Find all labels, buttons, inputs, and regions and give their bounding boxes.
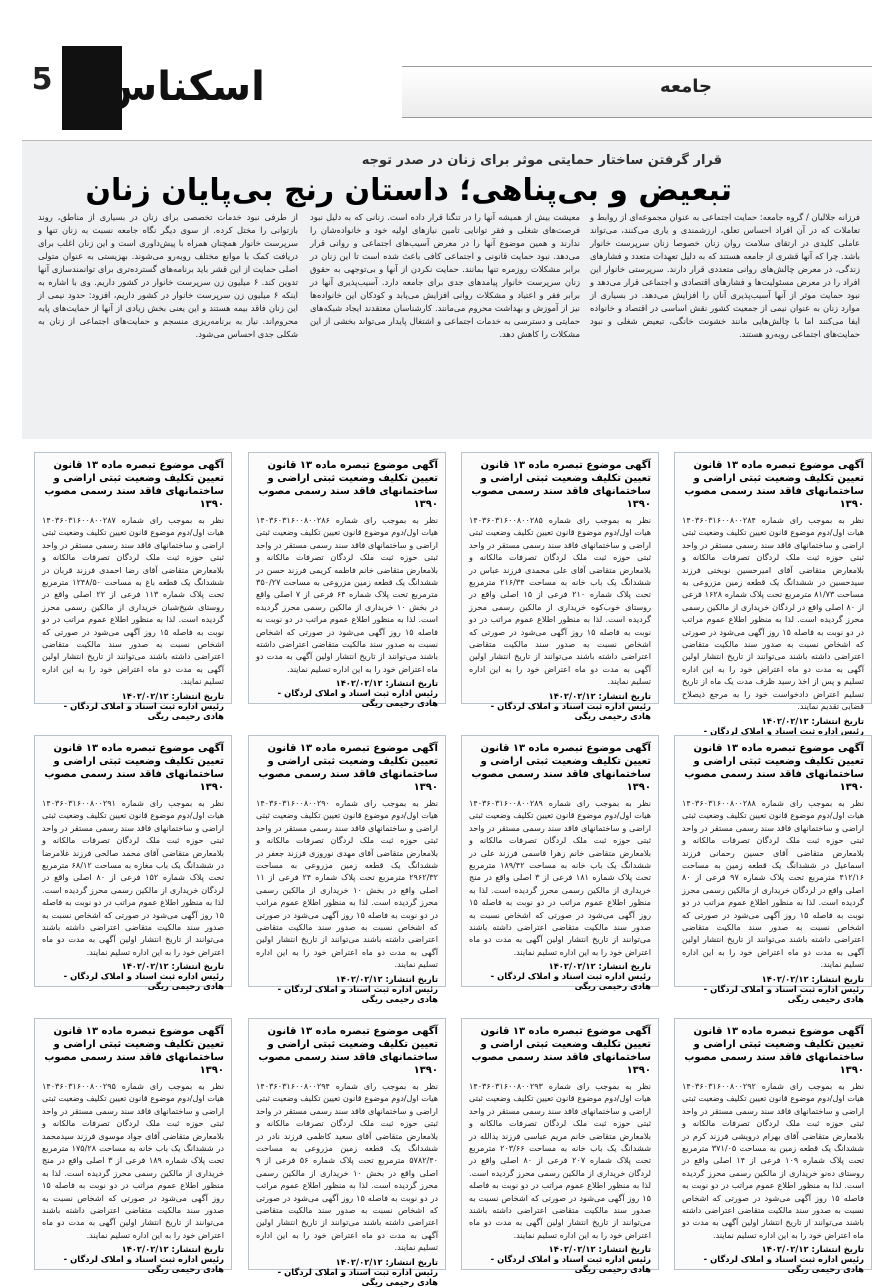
- notice-body: نظر به بموجب رای شماره ۱۴۰۳۶۰۳۱۶۰۰۸۰۰۲۸۴ هیات اول/دوم موضوع قانون تعیین تکلیف وضعیت ثبتی اراضی و ساختمانهای فاقد سند رسمی مستقر در واحد ثبتی حوزه ثبت ملک لردگان تصرفات مالکانه و بلامعارض متقاضی آقای امیرحسین نوبختی فرزند سیدحسین در ششدانگ یک قطعه زمین مزروعی به مساحت ۸۱/۷۳ مترمربع تحت پلاک شماره ۱۶۲۸ فرعی از ۸۰ اصلی واقع در لردگان خریداری از مالکین رسمی محرز گردیده است. لذا به منظور اطلاع عموم مراتب در دو نوبت به فاصله ۱۵ روز آگهی می‌شود در صورتی که اشخاص نسبت به صدور سند مالکیت متقاضی اعتراضی داشته باشند می‌توانند از تاریخ انتشار اولین آگهی به مدت دو ماه اعتراض خود را به این اداره تسلیم و پس از اخذ رسید ظرف مدت یک ماه از تاریخ تسلیم اعتراض دادخواست خود را به مرجع ذیصلاح قضایی تقدیم نمایند.: [682, 515, 865, 712]
- newspaper-logo: اسکناس: [102, 64, 265, 110]
- legal-notice: [248, 1018, 446, 1287]
- notice-date: تاریخ انتشار: ۱۴۰۲/۰۲/۱۲: [121, 1244, 224, 1255]
- notice-title: آگهی موضوع تبصره ماده ۱۳ قانون تعیین تکلیف وضعیت ثبتی اراضی و ساختمانهای فاقد سند رسمی مصوب ۱۳۹۰: [44, 743, 224, 793]
- notice-body: نظر به بموجب رای شماره ۱۴۰۳۶۰۳۱۶۰۰۸۰۰۲۸۶ هیات اول/دوم موضوع قانون تعیین تکلیف وضعیت ثبتی اراضی و ساختمانهای فاقد سند رسمی مستقر در واحد ثبتی حوزه ثبت ملک لردگان تصرفات مالکانه و بلامعارض متقاضی خانم فاطمه کریمی فرزند حسن در ششدانگ یک قطعه زمین مزروعی به مساحت ۳۵۰/۲۷ مترمربع تحت پلاک شماره ۶۴ فرعی از ۷ اصلی واقع در بخش ۱۰ خریداری از مالکین رسمی محرز گردیده است. لذا به منظور اطلاع عموم مراتب در دو نوبت به فاصله ۱۵ روز آگهی می‌شود در صورتی که اشخاص نسبت به صدور سند مالکیت متقاضی اعتراضی داشته باشند می‌توانند از تاریخ انتشار اولین آگهی به مدت دو ماه اعتراض خود را به این اداره تسلیم نمایند.: [256, 515, 438, 674]
- article-headline: تبعیض و بی‌پناهی؛ داستان رنج بی‌پایان زنان: [85, 173, 732, 208]
- notice-date: تاریخ انتشار: ۱۴۰۲/۰۲/۱۲: [548, 961, 651, 972]
- masthead: [22, 42, 872, 134]
- article-column-1: فرزانه جلالیان / گروه جامعه: حمایت اجتماعی به عنوان مجموعه‌ای از روابط و تعاملات که در آن افراد احساس تعلق، ارزشمندی و یاری می‌کنند، می‌تواند عاملی کلیدی در ارتقای سلامت روان زنان خصوصا زنان سرپرست خانوار باشد. چرا که آنها قشری از جامعه هستند که به دلیل تعهدات متعدد و فشارهای زندگی، در معرض چالش‌های روانی متعددی قرار دارند. سرپرستی خانوار این افراد را در معرض مسئولیت‌ها و فشارهای اقتصادی و اجتماعی قرار می‌دهد و نبود حمایت موثر از آنها آسیب‌پذیری آنان را افزایش می‌دهد. در بسیاری از موارد زنان به عنوان نیمی از جمعیت کشور نقش اساسی در اقتصاد و خانواده ایفا می‌کنند اما با چالش‌هایی مانند خشونت خانگی، تبعیض شغلی و نبود حمایت‌های اجتماعی روبه‌رو هستند.: [590, 212, 860, 339]
- notice-body: نظر به بموجب رای شماره ۱۴۰۳۶۰۳۱۶۰۰۸۰۰۲۸۵ هیات اول/دوم موضوع قانون تعیین تکلیف وضعیت ثبتی اراضی و ساختمانهای فاقد سند رسمی مستقر در واحد ثبتی حوزه ثبت ملک لردگان تصرفات مالکانه و بلامعارض متقاضی آقای علی محمدی فرزند عباس در ششدانگ یک باب خانه به مساحت ۲۱۶/۳۴ مترمربع تحت پلاک شماره ۲۱۰ فرعی از ۱۵ اصلی واقع در روستای خوب‌کوه خریداری از مالکین رسمی محرز گردیده است. لذا به منظور اطلاع عموم مراتب در دو نوبت به فاصله ۱۵ روز آگهی می‌شود در صورتی که اشخاص نسبت به صدور سند مالکیت متقاضی اعتراضی داشته باشند می‌توانند از تاریخ انتشار اولین آگهی به مدت دو ماه اعتراض خود را به این اداره تسلیم نمایند.: [469, 515, 651, 687]
- legal-notice: [461, 735, 659, 992]
- notice-title: آگهی موضوع تبصره ماده ۱۳ قانون تعیین تکلیف وضعیت ثبتی اراضی و ساختمانهای فاقد سند رسمی مصوب ۱۳۹۰: [471, 743, 651, 793]
- legal-notice: [674, 1018, 872, 1275]
- notice-signature: رئیس اداره ثبت اسناد و املاک لردگان - هادی رحیمی ریگی: [63, 971, 224, 992]
- notice-signature: رئیس اداره ثبت اسناد و املاک لردگان - هادی رحیمی ریگی: [277, 1266, 438, 1287]
- notice-date: تاریخ انتشار: ۱۴۰۲/۰۲/۱۲: [121, 961, 224, 972]
- notice-signature: رئیس اداره ثبت اسناد و املاک لردگان - هادی رحیمی ریگی: [277, 983, 438, 1004]
- notice-body: نظر به بموجب رای شماره ۱۴۰۳۶۰۳۱۶۰۰۸۰۰۲۸۷ هیات اول/دوم موضوع قانون تعیین تکلیف وضعیت ثبتی اراضی و ساختمانهای فاقد سند رسمی مستقر در واحد ثبتی حوزه ثبت ملک لردگان تصرفات مالکانه و بلامعارض متقاضی آقای رضا احمدی فرزند قربان در ششدانگ یک قطعه باغ به مساحت ۱۲۴۸/۵۰ مترمربع تحت پلاک شماره ۱۱۳ فرعی از ۲۲ اصلی واقع در روستای شیخ‌شبان خریداری از مالکین رسمی محرز گردیده است. لذا به منظور اطلاع عموم مراتب در دو نوبت به فاصله ۱۵ روز آگهی می‌شود در صورتی که اشخاص نسبت به صدور سند مالکیت متقاضی اعتراضی داشته باشند می‌توانند از تاریخ انتشار اولین آگهی به مدت دو ماه اعتراض خود را به این اداره تسلیم نمایند.: [42, 515, 224, 687]
- notice-title: آگهی موضوع تبصره ماده ۱۳ قانون تعیین تکلیف وضعیت ثبتی اراضی و ساختمانهای فاقد سند رسمی مصوب ۱۳۹۰: [471, 1026, 651, 1076]
- legal-notice: [34, 735, 232, 992]
- notice-date: تاریخ انتشار: ۱۴۰۲/۰۲/۱۲: [121, 690, 224, 701]
- article-kicker: قرار گرفتن ساختار حمایتی موثر برای زنان در صدر توجه: [361, 153, 722, 168]
- notice-date: تاریخ انتشار: ۱۴۰۲/۰۲/۱۲: [335, 973, 438, 984]
- notice-signature: رئیس اداره ثبت اسناد و املاک لردگان - هادی رحیمی ریگی: [490, 971, 651, 992]
- page-number: 5: [31, 62, 53, 97]
- legal-notice: [34, 452, 232, 721]
- notice-title: آگهی موضوع تبصره ماده ۱۳ قانون تعیین تکلیف وضعیت ثبتی اراضی و ساختمانهای فاقد سند رسمی مصوب ۱۳۹۰: [684, 1026, 864, 1076]
- notice-signature: رئیس اداره ثبت اسناد و املاک لردگان - هادی رحیمی ریگی: [490, 700, 651, 721]
- notice-signature: رئیس اداره ثبت اسناد و املاک لردگان - هادی رحیمی ریگی: [63, 1254, 224, 1275]
- article-column-2: معیشت بیش از همیشه آنها را در تنگنا قرار داده است. زنانی که به دلیل نبود فرصت‌های شغلی و فقر توانایی تامین نیازهای اولیه خود و خانواده‌شان را ندارند و همین موضوع آنها را در معرض آسیب‌های اجتماعی و روانی قرار می‌دهد. نبود حمایت قانونی و اجتماعی کافی باعث شده است تا این زنان در برابر مشکلات روزمره تنها بمانند. حمایت نکردن از آنها و بی‌توجهی به حقوق زنان سرپرست خانوار پیامدهای جدی برای جامعه دارد. آسیب‌پذیری آنها در برابر فقر و اعتیاد و مشکلات روانی افزایش می‌یابد و کودکان این خانواده‌ها نیز از آموزش و بهداشت محروم می‌مانند. کارشناسان معتقدند ایجاد شبکه‌های حمایتی و دسترسی به خدمات اجتماعی و اشتغال پایدار می‌تواند بخشی از این مشکلات را کاهش دهد.: [310, 212, 580, 339]
- notice-date: تاریخ انتشار: ۱۴۰۲/۰۲/۱۲: [761, 973, 864, 984]
- notice-title: آگهی موضوع تبصره ماده ۱۳ قانون تعیین تکلیف وضعیت ثبتی اراضی و ساختمانهای فاقد سند رسمی مصوب ۱۳۹۰: [684, 460, 864, 510]
- notice-body: نظر به بموجب رای شماره ۱۴۰۳۶۰۳۱۶۰۰۸۰۰۲۸۸ هیات اول/دوم موضوع قانون تعیین تکلیف وضعیت ثبتی اراضی و ساختمانهای فاقد سند رسمی مستقر در واحد ثبتی حوزه ثبت ملک لردگان تصرفات مالکانه و بلامعارض متقاضی آقای حسین رحمانی فرزند اسماعیل در ششدانگ یک قطعه زمین به مساحت ۴۱۲/۱۶ مترمربع تحت پلاک شماره ۹۷ فرعی از ۸۰ اصلی واقع در لردگان خریداری از مالکین رسمی محرز گردیده است. لذا به منظور اطلاع عموم مراتب در دو نوبت به فاصله ۱۵ روز آگهی می‌شود در صورتی که اشخاص نسبت به صدور سند مالکیت متقاضی اعتراضی داشته باشند می‌توانند از تاریخ انتشار اولین آگهی به مدت دو ماه اعتراض خود را به این اداره تسلیم نمایند.: [682, 798, 865, 970]
- notice-title: آگهی موضوع تبصره ماده ۱۳ قانون تعیین تکلیف وضعیت ثبتی اراضی و ساختمانهای فاقد سند رسمی مصوب ۱۳۹۰: [471, 460, 651, 510]
- article-column-3: از طرفی نبود خدمات تخصصی برای زنان در بسیاری از مناطق، روند بازتوانی را مختل کرده. از سوی دیگر نگاه جامعه نسبت به زنان تنها و سرپرست خانوار همچنان همراه با پیش‌داوری است و این زنان اغلب برای دریافت کمک با موانع مختلف روبه‌رو می‌شوند. بهزیستی به عنوان متولی اصلی حمایت از این قشر باید برنامه‌های گسترده‌تری برای توانمندسازی آنها تدوین کند. ۶ میلیون زن سرپرست خانوار در کشور داریم. وی با اشاره به اینکه ۶ میلیون زن سرپرست خانوار در کشور داریم، افزود: حدود نیمی از این زنان فاقد بیمه هستند و این یعنی بخش زیادی از آنها از حمایت‌های پایه محروم‌اند. نیاز به برنامه‌ریزی منسجم و حمایت‌های اجتماعی از زنان به شکلی جدی احساس می‌شود.: [38, 212, 299, 339]
- section-title: جامعه: [660, 76, 712, 97]
- notice-signature: رئیس اداره ثبت اسناد و املاک لردگان - هادی رحیمی ریگی: [490, 1254, 651, 1275]
- notice-body: نظر به بموجب رای شماره ۱۴۰۳۶۰۳۱۶۰۰۸۰۰۲۹۴ هیات اول/دوم موضوع قانون تعیین تکلیف وضعیت ثبتی اراضی و ساختمانهای فاقد سند رسمی مستقر در واحد ثبتی حوزه ثبت ملک لردگان تصرفات مالکانه و بلامعارض متقاضی آقای سعید کاظمی فرزند نادر در ششدانگ یک قطعه زمین مزروعی به مساحت ۵۷۸۲/۴۰ مترمربع تحت پلاک شماره ۵۶ فرعی از ۹ اصلی واقع در بخش ۱۰ خریداری از مالکین رسمی محرز گردیده است. لذا به منظور اطلاع عموم مراتب در دو نوبت به فاصله ۱۵ روز آگهی می‌شود در صورتی که اشخاص نسبت به صدور سند مالکیت متقاضی اعتراضی داشته باشند می‌توانند از تاریخ انتشار اولین آگهی به مدت دو ماه اعتراض خود را به این اداره تسلیم نمایند.: [256, 1081, 439, 1253]
- notice-body: نظر به بموجب رای شماره ۱۴۰۳۶۰۳۱۶۰۰۸۰۰۲۹۱ هیات اول/دوم موضوع قانون تعیین تکلیف وضعیت ثبتی اراضی و ساختمانهای فاقد سند رسمی مستقر در واحد ثبتی حوزه ثبت ملک لردگان تصرفات مالکانه و بلامعارض متقاضی آقای محمد صالحی فرزند غلامرضا در ششدانگ یک باب مغازه به مساحت ۶۸/۱۲ مترمربع تحت پلاک شماره ۱۵۲ فرعی از ۸۰ اصلی واقع در لردگان خریداری از مالکین رسمی محرز گردیده است. لذا به منظور اطلاع عموم مراتب در دو نوبت به فاصله ۱۵ روز آگهی می‌شود در صورتی که اشخاص نسبت به صدور سند مالکیت متقاضی اعتراضی داشته باشند می‌توانند از تاریخ انتشار اولین آگهی به مدت دو ماه اعتراض خود را به این اداره تسلیم نمایند.: [42, 798, 224, 957]
- notice-body: نظر به بموجب رای شماره ۱۴۰۳۶۰۳۱۶۰۰۸۰۰۲۸۹ هیات اول/دوم موضوع قانون تعیین تکلیف وضعیت ثبتی اراضی و ساختمانهای فاقد سند رسمی مستقر در واحد ثبتی حوزه ثبت ملک لردگان تصرفات مالکانه و بلامعارض متقاضی خانم زهرا قاسمی فرزند علی در ششدانگ یک باب خانه به مساحت ۱۸۹/۴۲ مترمربع تحت پلاک شماره ۱۸۱ فرعی از ۳ اصلی واقع در منج خریداری از مالکین رسمی محرز گردیده است. لذا به منظور اطلاع عموم مراتب در دو نوبت به فاصله ۱۵ روز آگهی می‌شود در صورتی که اشخاص نسبت به صدور سند مالکیت متقاضی اعتراضی داشته باشند می‌توانند از تاریخ انتشار اولین آگهی به مدت دو ماه اعتراض خود را به این اداره تسلیم نمایند.: [469, 798, 652, 957]
- legal-notice: [461, 1018, 659, 1275]
- notice-signature: رئیس اداره ثبت اسناد و املاک لردگان - هادی رحیمی ریگی: [703, 983, 864, 1004]
- legal-notice: [674, 735, 872, 1004]
- notice-signature: رئیس اداره ثبت اسناد و املاک لردگان - هادی رحیمی ریگی: [277, 688, 438, 709]
- notice-body: نظر به بموجب رای شماره ۱۴۰۳۶۰۳۱۶۰۰۸۰۰۲۹۳ هیات اول/دوم موضوع قانون تعیین تکلیف وضعیت ثبتی اراضی و ساختمانهای فاقد سند رسمی مستقر در واحد ثبتی حوزه ثبت ملک لردگان تصرفات مالکانه و بلامعارض متقاضی خانم مریم عباسی فرزند یدالله در ششدانگ یک باب خانه به مساحت ۲۰۳/۶۶ مترمربع تحت پلاک شماره ۲۰۷ فرعی از ۸۰ اصلی واقع در لردگان خریداری از مالکین رسمی محرز گردیده است. لذا به منظور اطلاع عموم مراتب در دو نوبت به فاصله ۱۵ روز آگهی می‌شود در صورتی که اشخاص نسبت به صدور سند مالکیت متقاضی اعتراضی داشته باشند می‌توانند از تاریخ انتشار اولین آگهی به مدت دو ماه اعتراض خود را به این اداره تسلیم نمایند.: [469, 1081, 651, 1240]
- section-tab: [402, 66, 872, 118]
- legal-notice: [461, 452, 659, 721]
- notice-body: نظر به بموجب رای شماره ۱۴۰۳۶۰۳۱۶۰۰۸۰۰۲۹۲ هیات اول/دوم موضوع قانون تعیین تکلیف وضعیت ثبتی اراضی و ساختمانهای فاقد سند رسمی مستقر در واحد ثبتی حوزه ثبت ملک لردگان تصرفات مالکانه و بلامعارض متقاضی آقای بهرام درویشی فرزند کرم در ششدانگ یک قطعه زمین به مساحت ۳۷۱/۰۵ مترمربع تحت پلاک شماره ۱۰۹ فرعی از ۱۴ اصلی واقع در روستای ده‌نو خریداری از مالکین رسمی محرز گردیده است. لذا به منظور اطلاع عموم مراتب در دو نوبت به فاصله ۱۵ روز آگهی می‌شود در صورتی که اشخاص نسبت به صدور سند مالکیت متقاضی اعتراضی داشته باشند می‌توانند از تاریخ انتشار اولین آگهی به مدت دو ماه اعتراض خود را به این اداره تسلیم نمایند.: [682, 1081, 865, 1240]
- notice-signature: رئیس اداره ثبت اسناد و املاک لردگان -: [703, 725, 864, 736]
- notice-signature: رئیس اداره ثبت اسناد و املاک لردگان - هادی رحیمی ریگی: [703, 1254, 864, 1275]
- notice-title: آگهی موضوع تبصره ماده ۱۳ قانون تعیین تکلیف وضعیت ثبتی اراضی و ساختمانهای فاقد سند رسمی مصوب ۱۳۹۰: [44, 460, 224, 510]
- legal-notice: [674, 452, 872, 736]
- notice-date: تاریخ انتشار: ۱۴۰۲/۰۲/۱۲: [335, 678, 438, 689]
- notice-date: تاریخ انتشار: ۱۴۰۲/۰۲/۱۲: [335, 1256, 438, 1267]
- legal-notice: [248, 735, 446, 1004]
- feature-article: [22, 140, 872, 439]
- notice-title: آگهی موضوع تبصره ماده ۱۳ قانون تعیین تکلیف وضعیت ثبتی اراضی و ساختمانهای فاقد سند رسمی مصوب ۱۳۹۰: [258, 1026, 438, 1076]
- notice-date: تاریخ انتشار: ۱۴۰۲/۰۲/۱۲: [761, 1244, 864, 1255]
- notice-date: تاریخ انتشار: ۱۴۰۲/۰۲/۱۲: [761, 715, 864, 726]
- notice-date: تاریخ انتشار: ۱۴۰۲/۰۲/۱۲: [548, 1244, 651, 1255]
- notice-title: آگهی موضوع تبصره ماده ۱۳ قانون تعیین تکلیف وضعیت ثبتی اراضی و ساختمانهای فاقد سند رسمی مصوب ۱۳۹۰: [258, 460, 438, 510]
- notice-body: نظر به بموجب رای شماره ۱۴۰۳۶۰۳۱۶۰۰۸۰۰۲۹۵ هیات اول/دوم موضوع قانون تعیین تکلیف وضعیت ثبتی اراضی و ساختمانهای فاقد سند رسمی مستقر در واحد ثبتی حوزه ثبت ملک لردگان تصرفات مالکانه و بلامعارض متقاضی آقای جواد موسوی فرزند سیدمحمد در ششدانگ یک باب خانه به مساحت ۱۷۵/۲۸ مترمربع تحت پلاک شماره ۱۸۹ فرعی از ۳ اصلی واقع در منج خریداری از مالکین رسمی محرز گردیده است. لذا به منظور اطلاع عموم مراتب در دو نوبت به فاصله ۱۵ روز آگهی می‌شود در صورتی که اشخاص نسبت به صدور سند مالکیت متقاضی اعتراضی داشته باشند می‌توانند از تاریخ انتشار اولین آگهی به مدت دو ماه اعتراض خود را به این اداره تسلیم نمایند.: [42, 1081, 225, 1240]
- legal-notice: [34, 1018, 232, 1275]
- notice-date: تاریخ انتشار: ۱۴۰۲/۰۲/۱۲: [548, 690, 651, 701]
- notice-body: نظر به بموجب رای شماره ۱۴۰۳۶۰۳۱۶۰۰۸۰۰۲۹۰ هیات اول/دوم موضوع قانون تعیین تکلیف وضعیت ثبتی اراضی و ساختمانهای فاقد سند رسمی مستقر در واحد ثبتی حوزه ثبت ملک لردگان تصرفات مالکانه و بلامعارض متقاضی آقای مهدی نوروزی فرزند جعفر در ششدانگ یک قطعه زمین مزروعی به مساحت ۲۹۶۲/۳۲ مترمربع تحت پلاک شماره ۲۴ فرعی از ۱۱ اصلی واقع در بخش ۱۰ خریداری از مالکین رسمی محرز گردیده است. لذا به منظور اطلاع عموم مراتب در دو نوبت به فاصله ۱۵ روز آگهی می‌شود در صورتی که اشخاص نسبت به صدور سند مالکیت متقاضی اعتراضی داشته باشند می‌توانند از تاریخ انتشار اولین آگهی به مدت دو ماه اعتراض خود را به این اداره تسلیم نمایند.: [256, 798, 438, 970]
- notice-title: آگهی موضوع تبصره ماده ۱۳ قانون تعیین تکلیف وضعیت ثبتی اراضی و ساختمانهای فاقد سند رسمی مصوب ۱۳۹۰: [684, 743, 864, 793]
- legal-notices-grid: [22, 452, 872, 1287]
- notice-title: آگهی موضوع تبصره ماده ۱۳ قانون تعیین تکلیف وضعیت ثبتی اراضی و ساختمانهای فاقد سند رسمی مصوب ۱۳۹۰: [44, 1026, 224, 1076]
- legal-notice: [248, 452, 446, 709]
- notice-signature: رئیس اداره ثبت اسناد و املاک لردگان - هادی رحیمی ریگی: [63, 700, 224, 721]
- notice-title: آگهی موضوع تبصره ماده ۱۳ قانون تعیین تکلیف وضعیت ثبتی اراضی و ساختمانهای فاقد سند رسمی مصوب ۱۳۹۰: [258, 743, 438, 793]
